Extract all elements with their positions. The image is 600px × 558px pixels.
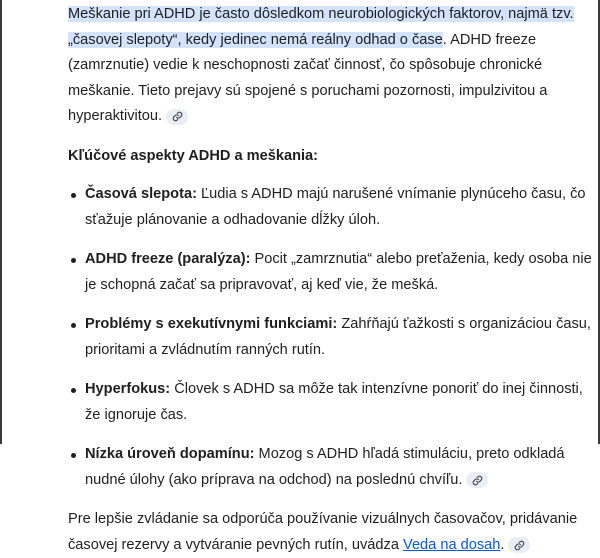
source-link-chip[interactable] (466, 472, 488, 488)
link-icon (172, 111, 183, 122)
closing-period: . (500, 536, 505, 553)
selected-text-highlight[interactable]: Meškanie pri ADHD je často dôsledkom neurobiologických faktorov, najmä tzv. „časovej slepoty“, kedy jedinec nemá reálny odhad o čase (68, 6, 574, 48)
source-link-veda-na-dosah[interactable]: Veda na dosah (403, 536, 501, 553)
link-icon (514, 540, 525, 551)
aspect-term: ADHD freeze (paralýza): (85, 251, 251, 267)
answer-content (68, 2, 598, 558)
aspect-list-item (68, 377, 598, 428)
closing-paragraph (68, 507, 598, 558)
aspect-description: Zahŕňajú ťažkosti s organizáciou času, prioritami a zvládnutím ranných rutín. (85, 316, 591, 358)
intro-paragraph (68, 2, 598, 130)
aspect-description: Ľudia s ADHD majú narušené vnímanie plynúceho času, čo sťažuje plánovanie a odhadovanie dĺžky úloh. (85, 186, 586, 228)
aspect-description: Mozog s ADHD hľadá stimuláciu, preto odkladá nudné úlohy (ako príprava na odchod) na poslednú chvíľu. (85, 446, 565, 488)
link-icon (472, 475, 483, 486)
aspect-list-item (68, 312, 598, 363)
aspect-list-item (68, 247, 598, 298)
window-border-left (0, 0, 2, 444)
aspect-term: Nízka úroveň dopamínu: (85, 446, 255, 462)
aspect-term: Hyperfokus: (85, 381, 171, 397)
aspect-list-item (68, 442, 598, 493)
aspect-term: Problémy s exekutívnymi funkciami: (85, 316, 338, 332)
closing-text: Pre lepšie zvládanie sa odporúča používanie vizuálnych časovačov, pridávanie časovej rezervy a vytváranie pevných rutín, uvádza (68, 511, 578, 553)
intro-text: . ADHD freeze (zamrznutie) vedie k neschopnosti začať činnosť, čo spôsobuje chronické meškanie. Tieto prejavy sú spojené s poruchami pozornosti, impulzivitou a hyperaktivitou. (68, 31, 548, 124)
source-link-chip[interactable] (166, 109, 188, 125)
aspect-description: Pocit „zamrznutia“ alebo preťaženia, kedy osoba nie je schopná začať sa pripravovať, aj keď vie, že mešká. (85, 251, 592, 293)
section-heading: Kľúčové aspekty ADHD a meškania: (68, 147, 319, 164)
aspects-list (68, 182, 598, 493)
aspect-term: Časová slepota: (85, 186, 197, 202)
aspect-list-item (68, 182, 598, 233)
source-link-chip[interactable] (508, 537, 530, 553)
aspect-description: Človek s ADHD sa môže tak intenzívne ponoriť do inej činnosti, že ignoruje čas. (85, 381, 583, 423)
